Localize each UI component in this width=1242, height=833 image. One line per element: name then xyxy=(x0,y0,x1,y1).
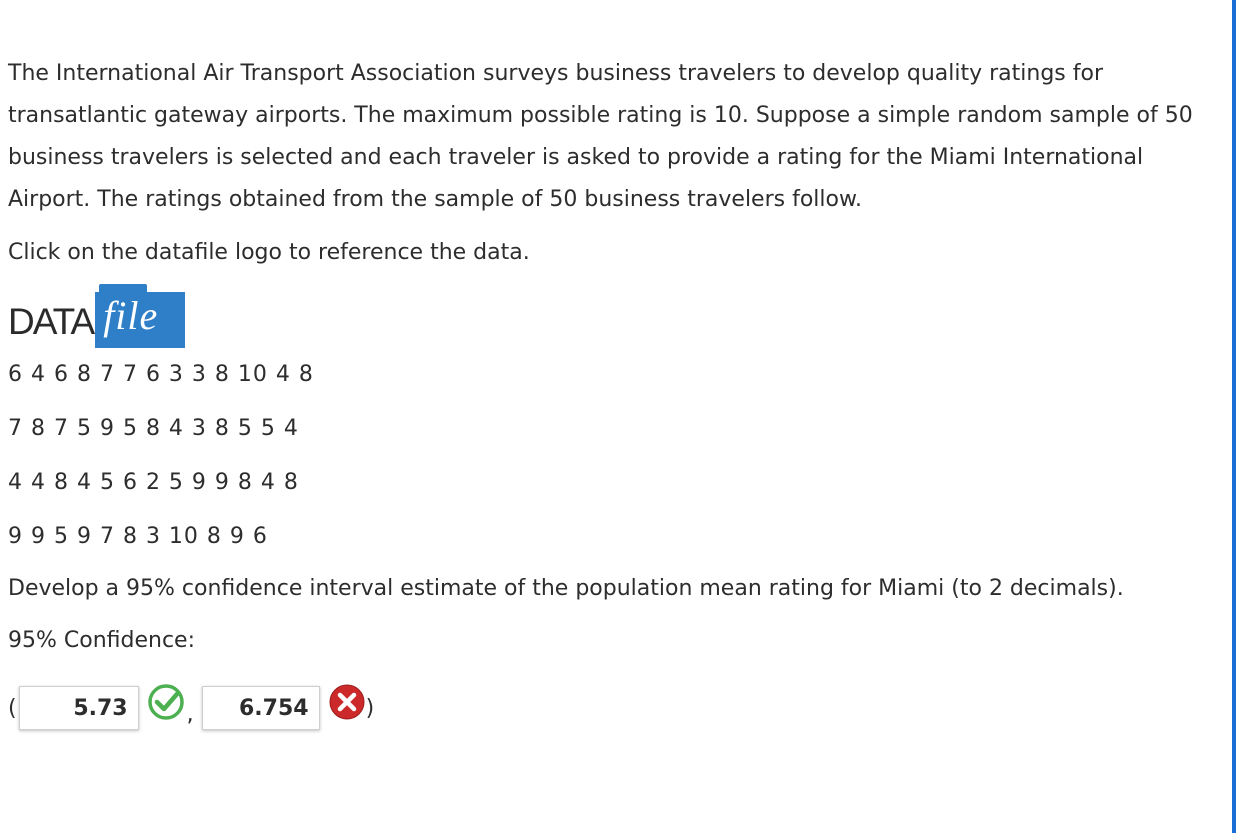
ratings-row-3: 4 4 8 4 5 6 2 5 9 9 8 4 8 xyxy=(8,470,299,495)
ratings-row-2: 7 8 7 5 9 5 8 4 3 8 5 5 4 xyxy=(8,416,299,441)
question-text: Develop a 95% confidence interval estimate of the population mean rating for Miami (to 2 decimals). xyxy=(8,576,1124,601)
open-paren: ( xyxy=(8,695,17,721)
upper-bound-input[interactable] xyxy=(202,686,320,730)
x-incorrect-icon xyxy=(328,683,366,721)
confidence-interval-answer xyxy=(8,684,1223,732)
check-correct-icon xyxy=(147,683,185,721)
datafile-instruction: Click on the datafile logo to reference the data. xyxy=(8,240,530,265)
question-content xyxy=(8,53,1223,732)
problem-intro: The International Air Transport Association surveys business travelers to develop quality ratings for transatlantic gateway airports. The maximum possible rating is 10. Suppose a simple random sample of 50 business travelers is selected and each traveler is asked to provide a rating for the Miami International Airport. The ratings obtained from the sample of 50 business travelers follow. xyxy=(8,61,1193,212)
ratings-row-4: 9 9 5 9 7 8 3 10 8 9 6 xyxy=(8,524,268,549)
confidence-label: 95% Confidence: xyxy=(8,628,195,653)
lower-bound-input[interactable] xyxy=(19,686,139,730)
comma-separator: , xyxy=(186,701,194,727)
datafile-logo[interactable] xyxy=(8,284,1223,348)
logo-data-text: DATA xyxy=(8,301,94,342)
folder-icon xyxy=(95,284,185,348)
logo-file-text: file xyxy=(103,293,159,338)
ratings-row-1: 6 4 6 8 7 7 6 3 3 8 10 4 8 xyxy=(8,362,314,387)
right-edge-border xyxy=(1232,0,1236,833)
close-paren: ) xyxy=(365,695,375,721)
